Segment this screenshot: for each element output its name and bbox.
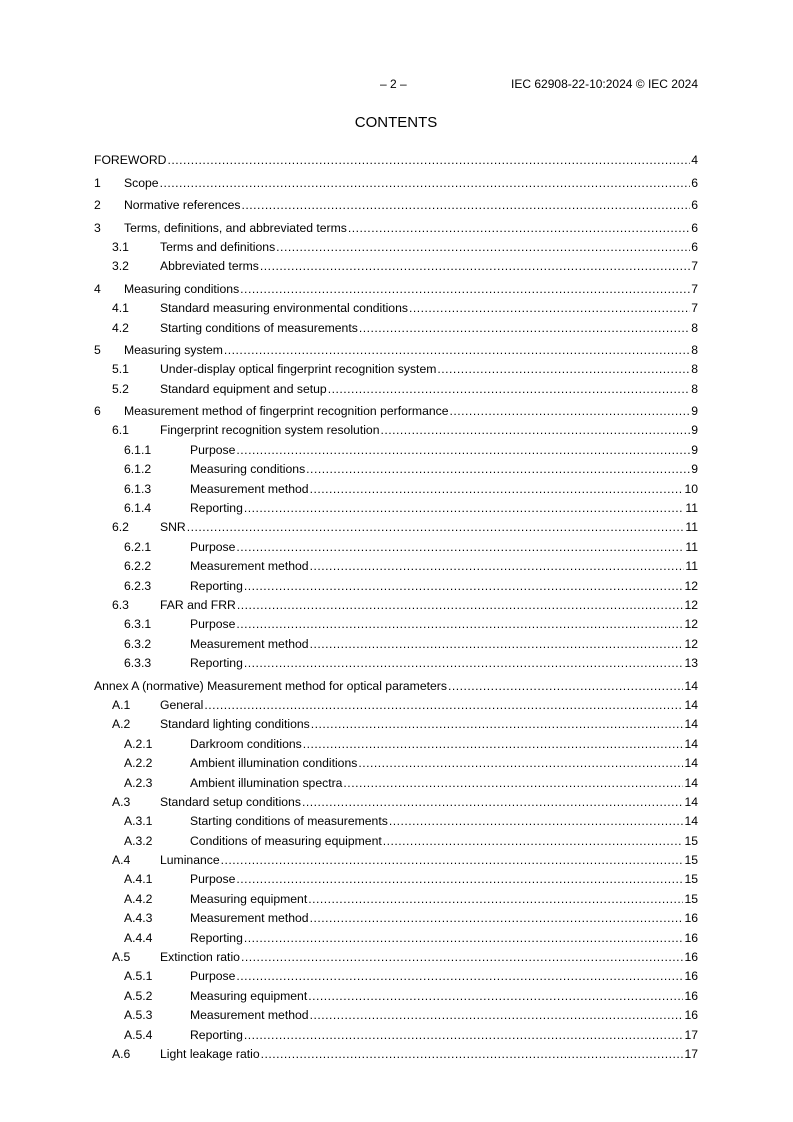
toc-entry-title: Ambient illumination spectra xyxy=(190,775,343,790)
toc-entry-page: 14 xyxy=(684,794,698,809)
toc-entry-page: 9 xyxy=(691,404,698,419)
dot-leader xyxy=(310,911,684,925)
toc-entry[interactable] xyxy=(94,631,698,650)
toc-entry[interactable] xyxy=(94,751,698,770)
dot-leader xyxy=(303,737,684,751)
dot-leader xyxy=(359,321,690,335)
toc-entry-page: 11 xyxy=(685,520,698,535)
toc-entry[interactable] xyxy=(94,612,698,631)
toc-entry[interactable] xyxy=(94,1042,698,1061)
dot-leader xyxy=(409,301,690,315)
dot-leader xyxy=(261,1047,684,1061)
toc-entry-page: 16 xyxy=(684,969,698,984)
dot-leader xyxy=(343,776,683,790)
dot-leader xyxy=(236,443,690,457)
toc-entry-number: 6.3.3 xyxy=(124,656,152,671)
dot-leader xyxy=(187,520,685,534)
toc-entry-page: 6 xyxy=(691,239,698,254)
toc-entry-page: 7 xyxy=(691,301,698,316)
toc-entry-title: Under-display optical fingerprint recognition system xyxy=(160,362,437,377)
toc-entry[interactable] xyxy=(94,296,698,315)
toc-entry[interactable] xyxy=(94,693,698,712)
toc-entry-title: Purpose xyxy=(190,539,236,554)
toc-entry[interactable] xyxy=(94,673,698,692)
toc-entry[interactable] xyxy=(94,457,698,476)
toc-entry[interactable] xyxy=(94,886,698,905)
toc-entry-number: A.2.1 xyxy=(124,736,153,751)
toc-entry-page: 16 xyxy=(684,950,698,965)
toc-entry-title: Reporting xyxy=(190,656,243,671)
dot-leader xyxy=(310,637,684,651)
toc-entry-page: 12 xyxy=(684,636,698,651)
toc-entry-page: 8 xyxy=(691,342,698,357)
toc-entry-page: 17 xyxy=(684,1046,698,1061)
dot-leader xyxy=(276,240,690,254)
dot-leader xyxy=(244,1028,684,1042)
dot-leader xyxy=(260,259,690,273)
toc-entry-number: 6.3.1 xyxy=(124,617,152,632)
toc-entry-number: A.4.4 xyxy=(124,930,153,945)
toc-entry-title: Measurement method xyxy=(190,481,309,496)
toc-entry-title: Measuring equipment xyxy=(190,988,308,1003)
toc-entry-number: A.3.1 xyxy=(124,814,153,829)
toc-entry-page: 7 xyxy=(691,259,698,274)
toc-entry-title: Normative references xyxy=(124,198,241,213)
table-of-contents xyxy=(94,145,698,1061)
toc-entry-number: 1 xyxy=(94,175,101,190)
toc-entry[interactable] xyxy=(94,770,698,789)
toc-entry-page: 6 xyxy=(691,198,698,213)
toc-entry-title: FAR and FRR xyxy=(160,597,236,612)
toc-entry[interactable] xyxy=(94,593,698,612)
toc-entry-page: 16 xyxy=(684,930,698,945)
dot-leader xyxy=(204,698,683,712)
toc-entry-number: 2 xyxy=(94,198,101,213)
toc-entry-page: 4 xyxy=(691,153,698,168)
toc-entry-page: 15 xyxy=(684,833,698,848)
toc-entry-page: 11 xyxy=(685,501,698,516)
dot-leader xyxy=(383,834,684,848)
toc-entry-number: A.3.2 xyxy=(124,833,153,848)
toc-entry-title: Reporting xyxy=(190,930,243,945)
toc-entry-number: A.4.3 xyxy=(124,911,153,926)
toc-entry-number: A.1 xyxy=(112,697,131,712)
toc-entry[interactable] xyxy=(94,148,698,167)
toc-entry-number: 6.1.3 xyxy=(124,481,152,496)
toc-entry-page: 16 xyxy=(684,988,698,1003)
toc-entry-page: 6 xyxy=(691,220,698,235)
dot-leader xyxy=(241,950,684,964)
toc-entry-title: Measurement method xyxy=(190,911,309,926)
dot-leader xyxy=(302,795,684,809)
toc-entry-title: FOREWORD xyxy=(94,153,167,168)
toc-entry-number: A.4.1 xyxy=(124,872,153,887)
page-number: – 2 – xyxy=(380,77,407,91)
toc-entry[interactable] xyxy=(94,515,698,534)
toc-entry-page: 16 xyxy=(684,1008,698,1023)
toc-entry-title: SNR xyxy=(160,520,186,535)
toc-entry[interactable] xyxy=(94,809,698,828)
toc-entry-number: 5.1 xyxy=(112,362,129,377)
dot-leader xyxy=(221,853,684,867)
page-header xyxy=(94,77,698,91)
toc-entry-title: Conditions of measuring equipment xyxy=(190,833,382,848)
dot-leader xyxy=(242,198,691,212)
dot-leader xyxy=(236,969,683,983)
toc-entry-title: Reporting xyxy=(190,578,243,593)
toc-entry-number: 4.1 xyxy=(112,301,129,316)
toc-entry-title: Standard setup conditions xyxy=(160,794,301,809)
document-id: IEC 62908-22-10:2024 © IEC 2024 xyxy=(511,77,698,91)
dot-leader xyxy=(244,656,684,670)
toc-entry-number: 3 xyxy=(94,220,101,235)
toc-entry-title: Abbreviated terms xyxy=(160,259,259,274)
dot-leader xyxy=(348,221,690,235)
toc-entry[interactable] xyxy=(94,925,698,944)
toc-entry-page: 11 xyxy=(685,539,698,554)
toc-entry-number: 3.2 xyxy=(112,259,129,274)
toc-entry[interactable] xyxy=(94,496,698,515)
dot-leader xyxy=(306,462,690,476)
toc-entry-page: 8 xyxy=(691,381,698,396)
toc-entry[interactable] xyxy=(94,418,698,437)
dot-leader xyxy=(308,892,683,906)
dot-leader xyxy=(358,756,683,770)
toc-entry[interactable] xyxy=(94,1003,698,1022)
toc-entry-page: 14 xyxy=(684,697,698,712)
dot-leader xyxy=(167,153,690,167)
dot-leader xyxy=(244,931,684,945)
toc-entry[interactable] xyxy=(94,848,698,867)
toc-entry-title: Standard measuring environmental conditions xyxy=(160,301,408,316)
toc-entry-page: 8 xyxy=(691,362,698,377)
page-title: CONTENTS xyxy=(354,114,438,131)
toc-entry-number: A.4.2 xyxy=(124,891,153,906)
toc-entry-number: 4 xyxy=(94,281,101,296)
toc-entry-page: 12 xyxy=(684,597,698,612)
toc-entry-title: Fingerprint recognition system resolution xyxy=(160,423,380,438)
dot-leader xyxy=(328,382,691,396)
toc-entry-number: 6.3.2 xyxy=(124,636,152,651)
toc-entry[interactable] xyxy=(94,276,698,295)
toc-entry-page: 15 xyxy=(684,891,698,906)
toc-entry-number: A.5.4 xyxy=(124,1027,153,1042)
toc-entry-page: 15 xyxy=(684,853,698,868)
dot-leader xyxy=(224,343,690,357)
toc-entry-page: 14 xyxy=(684,678,698,693)
toc-entry-title: Scope xyxy=(124,175,159,190)
dot-leader xyxy=(380,423,690,437)
toc-entry-title: Measuring conditions xyxy=(124,281,240,296)
toc-entry-number: 5.2 xyxy=(112,381,129,396)
toc-entry-number: 3.1 xyxy=(112,239,129,254)
toc-entry-page: 9 xyxy=(691,462,698,477)
toc-entry-number: 6.1.2 xyxy=(124,462,152,477)
toc-entry-page: 6 xyxy=(691,175,698,190)
dot-leader xyxy=(236,540,684,554)
toc-entry-page: 11 xyxy=(685,559,698,574)
toc-entry-number: A.2 xyxy=(112,717,131,732)
toc-entry[interactable] xyxy=(94,731,698,750)
dot-leader xyxy=(450,404,691,418)
toc-entry-number: 6.2.3 xyxy=(124,578,152,593)
dot-leader xyxy=(310,482,684,496)
dot-leader xyxy=(310,559,685,573)
toc-entry[interactable] xyxy=(94,945,698,964)
toc-entry-title: Annex A (normative) Measurement method for optical parameters xyxy=(94,678,447,693)
toc-entry-page: 9 xyxy=(691,423,698,438)
toc-entry[interactable] xyxy=(94,254,698,273)
toc-entry[interactable] xyxy=(94,1022,698,1041)
toc-entry-title: Purpose xyxy=(190,969,236,984)
toc-entry-number: 6.2.2 xyxy=(124,559,152,574)
dot-leader xyxy=(389,814,684,828)
toc-entry-title: Measuring system xyxy=(124,342,223,357)
toc-entry-number: A.2.3 xyxy=(124,775,153,790)
toc-entry-number: A.2.2 xyxy=(124,756,153,771)
dot-leader xyxy=(236,872,683,886)
toc-entry[interactable] xyxy=(94,790,698,809)
toc-entry[interactable] xyxy=(94,215,698,234)
toc-entry-number: 6.2 xyxy=(112,520,129,535)
toc-entry-title: Luminance xyxy=(160,853,220,868)
toc-entry[interactable] xyxy=(94,193,698,212)
toc-entry-number: 6.1.4 xyxy=(124,501,152,516)
toc-entry-number: A.4 xyxy=(112,853,131,868)
toc-entry-title: Terms, definitions, and abbreviated terms xyxy=(124,220,347,235)
toc-entry-title: Standard equipment and setup xyxy=(160,381,327,396)
toc-entry-page: 14 xyxy=(684,756,698,771)
dot-leader xyxy=(448,679,684,693)
toc-entry-number: A.3 xyxy=(112,794,131,809)
toc-entry[interactable] xyxy=(94,170,698,189)
toc-entry-page: 14 xyxy=(684,736,698,751)
toc-entry[interactable] xyxy=(94,867,698,886)
toc-entry-number: A.5.3 xyxy=(124,1008,153,1023)
toc-entry[interactable] xyxy=(94,573,698,592)
toc-entry[interactable] xyxy=(94,534,698,553)
toc-entry-page: 10 xyxy=(684,481,698,496)
toc-entry-title: Starting conditions of measurements xyxy=(160,320,358,335)
toc-entry-page: 8 xyxy=(691,320,698,335)
toc-entry-number: A.6 xyxy=(112,1046,131,1061)
toc-entry[interactable] xyxy=(94,964,698,983)
toc-entry-page: 15 xyxy=(684,872,698,887)
toc-entry-title: Darkroom conditions xyxy=(190,736,302,751)
toc-entry[interactable] xyxy=(94,376,698,395)
toc-entry-page: 16 xyxy=(684,911,698,926)
dot-leader xyxy=(310,1008,684,1022)
toc-entry[interactable] xyxy=(94,983,698,1002)
toc-entry[interactable] xyxy=(94,338,698,357)
dot-leader xyxy=(160,176,691,190)
dot-leader xyxy=(308,989,683,1003)
toc-entry-page: 14 xyxy=(684,814,698,829)
toc-entry-title: Standard lighting conditions xyxy=(160,717,310,732)
toc-entry-number: 6 xyxy=(94,404,101,419)
toc-entry[interactable] xyxy=(94,651,698,670)
toc-entry-number: A.5 xyxy=(112,950,131,965)
toc-entry-number: 4.2 xyxy=(112,320,129,335)
toc-entry[interactable] xyxy=(94,476,698,495)
toc-entry[interactable] xyxy=(94,828,698,847)
toc-entry-title: Extinction ratio xyxy=(160,950,240,965)
dot-leader xyxy=(311,717,684,731)
dot-leader xyxy=(236,617,683,631)
toc-entry[interactable] xyxy=(94,437,698,456)
toc-entry-title: Light leakage ratio xyxy=(160,1046,260,1061)
toc-entry-number: A.5.1 xyxy=(124,969,153,984)
toc-entry-title: Measurement method of fingerprint recognition performance xyxy=(124,404,449,419)
toc-entry-title: Purpose xyxy=(190,617,236,632)
toc-entry[interactable] xyxy=(94,554,698,573)
dot-leader xyxy=(240,282,690,296)
toc-entry-page: 9 xyxy=(691,442,698,457)
toc-entry-title: Measurement method xyxy=(190,636,309,651)
toc-entry-page: 12 xyxy=(684,578,698,593)
dot-leader xyxy=(437,362,690,376)
toc-entry-title: Measuring equipment xyxy=(190,891,308,906)
toc-entry-page: 14 xyxy=(684,775,698,790)
toc-entry-title: Measurement method xyxy=(190,1008,309,1023)
toc-entry-title: Purpose xyxy=(190,442,236,457)
dot-leader xyxy=(237,598,684,612)
toc-entry[interactable] xyxy=(94,235,698,254)
toc-entry-title: Reporting xyxy=(190,501,243,516)
toc-entry-title: Starting conditions of measurements xyxy=(190,814,388,829)
toc-entry[interactable] xyxy=(94,712,698,731)
toc-entry-title: Measuring conditions xyxy=(190,462,306,477)
toc-entry-number: 6.3 xyxy=(112,597,129,612)
toc-entry-page: 14 xyxy=(684,717,698,732)
dot-leader xyxy=(244,501,684,515)
toc-entry[interactable] xyxy=(94,357,698,376)
toc-entry-title: Measurement method xyxy=(190,559,309,574)
toc-entry-page: 7 xyxy=(691,281,698,296)
toc-entry-number: 6.1 xyxy=(112,423,129,438)
toc-entry-number: 6.1.1 xyxy=(124,442,152,457)
toc-entry[interactable] xyxy=(94,315,698,334)
toc-entry-number: 6.2.1 xyxy=(124,539,152,554)
toc-entry-title: Terms and definitions xyxy=(160,239,276,254)
toc-entry[interactable] xyxy=(94,906,698,925)
toc-entry-page: 12 xyxy=(684,617,698,632)
toc-entry-title: Purpose xyxy=(190,872,236,887)
toc-entry-number: A.5.2 xyxy=(124,988,153,1003)
toc-entry-page: 17 xyxy=(684,1027,698,1042)
toc-entry-title: Ambient illumination conditions xyxy=(190,756,358,771)
dot-leader xyxy=(244,579,684,593)
toc-entry-title: Reporting xyxy=(190,1027,243,1042)
toc-entry-title: General xyxy=(160,697,204,712)
toc-entry-page: 13 xyxy=(684,656,698,671)
toc-entry[interactable] xyxy=(94,399,698,418)
toc-entry-number: 5 xyxy=(94,342,101,357)
